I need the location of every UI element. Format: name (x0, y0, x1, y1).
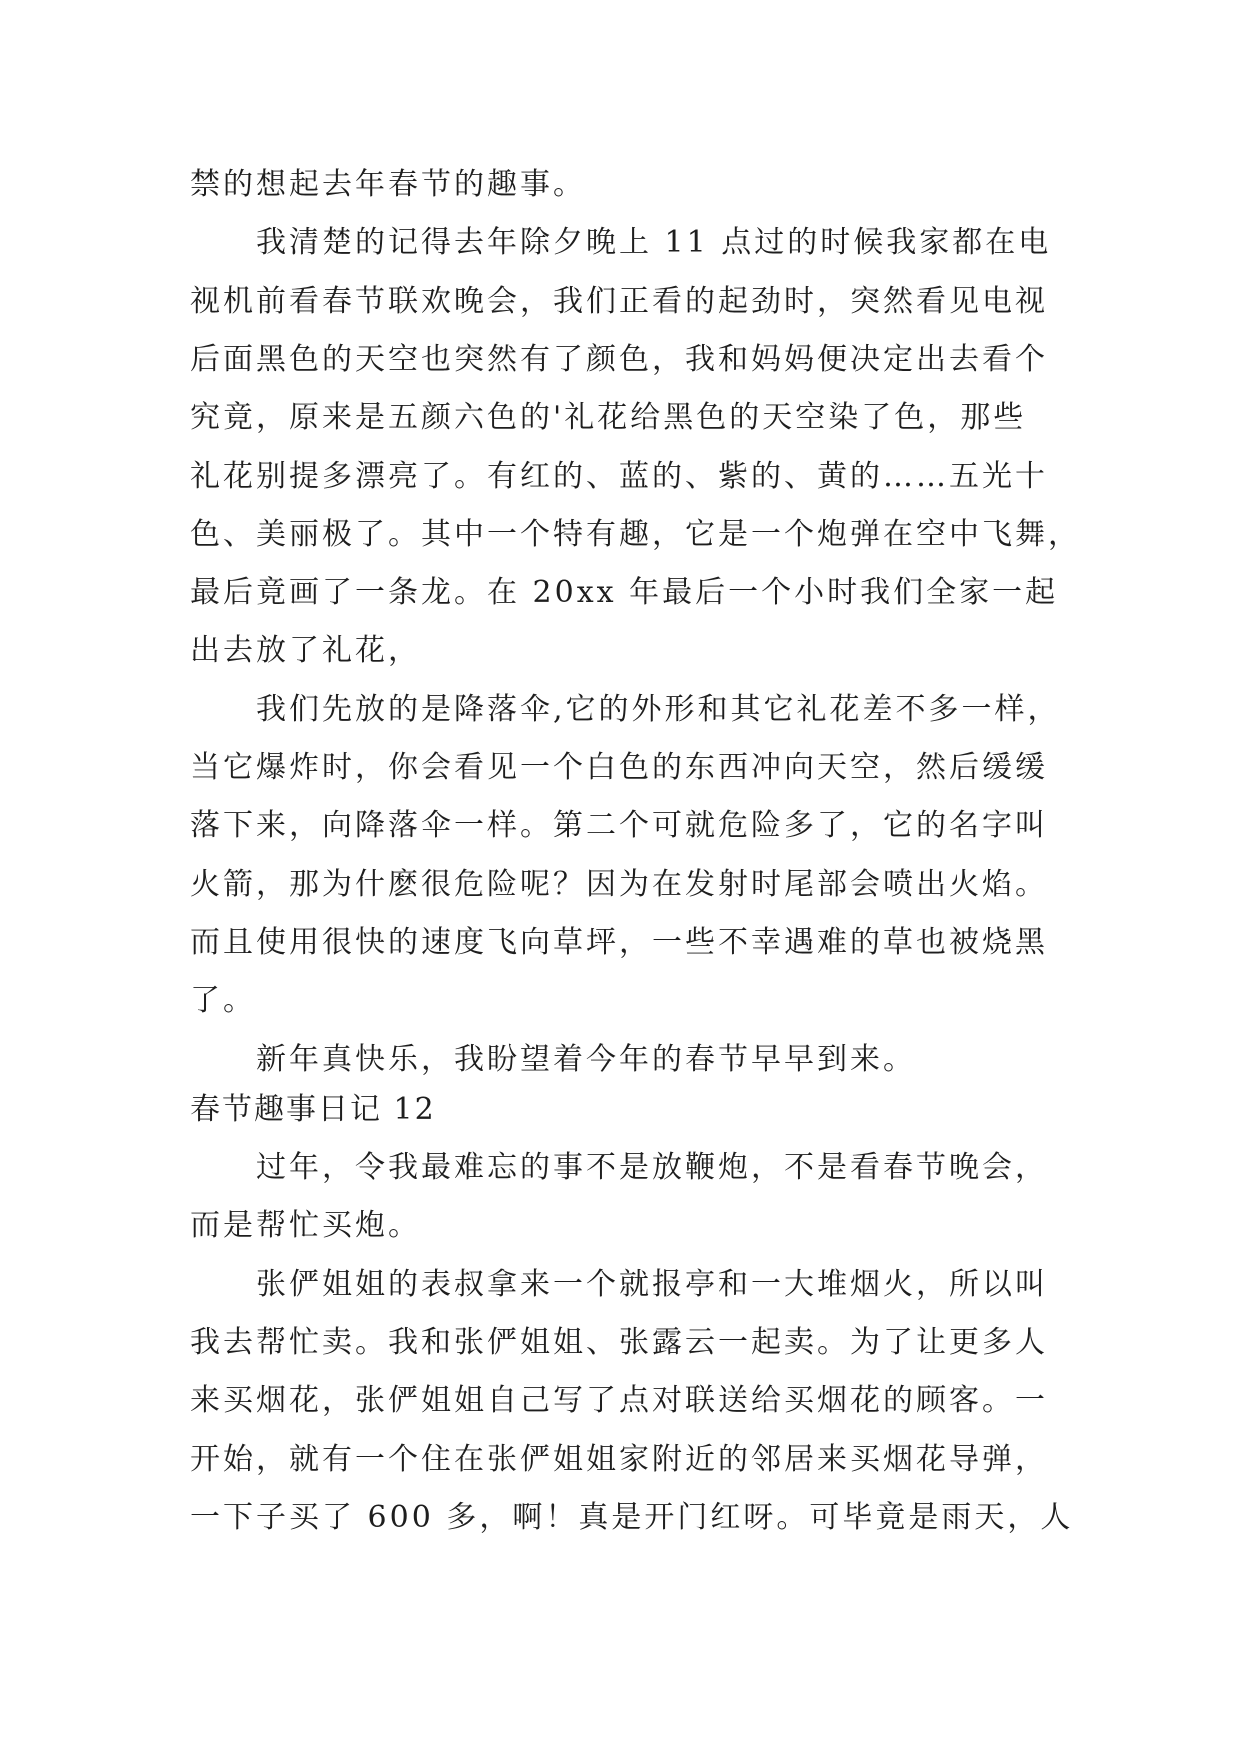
text-line: 而是帮忙买炮。 (190, 1208, 421, 1243)
text-line: 开始，就有一个住在张俨姐姐家附近的邻居来买烟花导弹， (190, 1442, 1048, 1477)
section-heading: 春节趣事日记 12 (190, 1092, 436, 1127)
text-line: 视机前看春节联欢晚会，我们正看的起劲时，突然看见电视 (190, 284, 1048, 319)
text-line: 新年真快乐，我盼望着今年的春节早早到来。 (256, 1042, 916, 1077)
text-line: 落下来，向降落伞一样。第二个可就危险多了，它的名字叫 (190, 808, 1048, 843)
text-line: 了。 (190, 983, 256, 1018)
text-line: 来买烟花，张俨姐姐自己写了点对联送给买烟花的顾客。一 (190, 1383, 1048, 1418)
text-line: 礼花别提多漂亮了。有红的、蓝的、紫的、黄的……五光十 (190, 459, 1048, 494)
text-line: 我们先放的是降落伞,它的外形和其它礼花差不多一样， (256, 692, 1061, 727)
text-line: 色、美丽极了。其中一个特有趣，它是一个炮弹在空中飞舞， (190, 517, 1081, 552)
text-line: 我清楚的记得去年除夕晚上 11 点过的时候我家都在电 (256, 225, 1052, 260)
text-line: 禁的想起去年春节的趣事。 (190, 167, 586, 202)
text-line: 我去帮忙卖。我和张俨姐姐、张露云一起卖。为了让更多人 (190, 1325, 1048, 1360)
text-line: 出去放了礼花， (190, 633, 421, 668)
text-line: 张俨姐姐的表叔拿来一个就报亭和一大堆烟火，所以叫 (256, 1267, 1048, 1302)
text-line: 究竟，原来是五颜六色的'礼花给黑色的天空染了色，那些 (190, 400, 1027, 435)
text-line: 一下子买了 600 多，啊！真是开门红呀。可毕竟是雨天，人 (190, 1500, 1074, 1535)
text-line: 后面黑色的天空也突然有了颜色，我和妈妈便决定出去看个 (190, 342, 1048, 377)
text-line: 当它爆炸时，你会看见一个白色的东西冲向天空，然后缓缓 (190, 750, 1048, 785)
text-line: 过年，令我最难忘的事不是放鞭炮，不是看春节晚会， (256, 1150, 1048, 1185)
text-line: 火箭，那为什麽很危险呢？因为在发射时尾部会喷出火焰。 (190, 867, 1048, 902)
text-line: 最后竟画了一条龙。在 20xx 年最后一个小时我们全家一起 (190, 575, 1059, 610)
text-line: 而且使用很快的速度飞向草坪，一些不幸遇难的草也被烧黑 (190, 925, 1048, 960)
